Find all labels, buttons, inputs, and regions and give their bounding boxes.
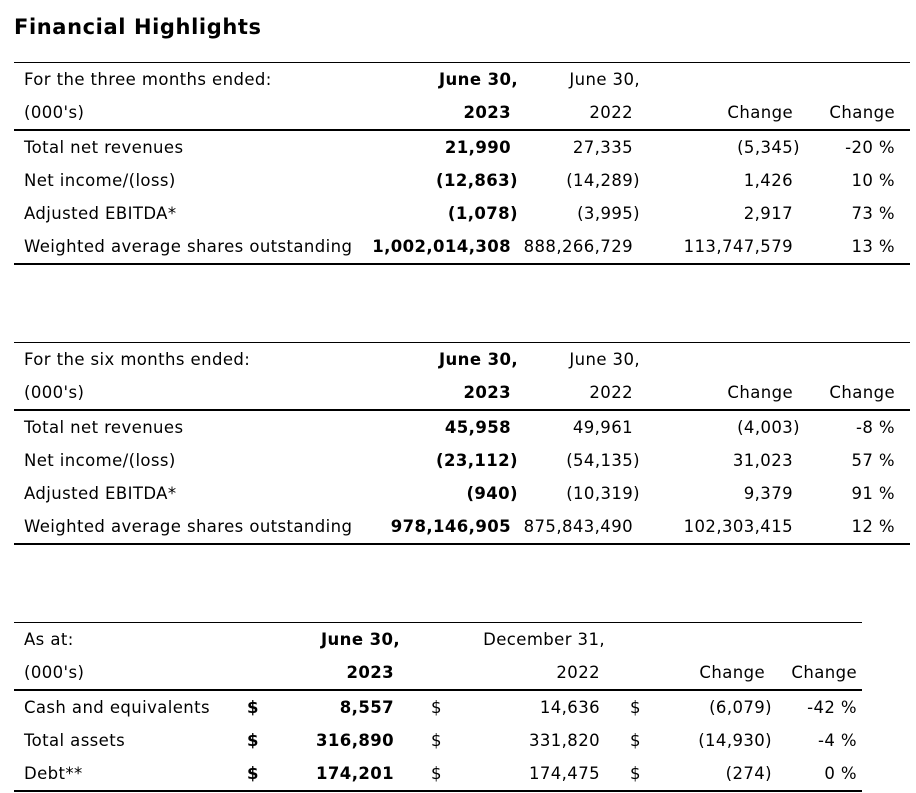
current-year-header: 2023 bbox=[354, 376, 519, 410]
row-label: Debt** bbox=[24, 764, 83, 783]
current-value: (12,863) bbox=[436, 171, 518, 190]
currency-symbol: $ bbox=[630, 698, 641, 717]
units-label: (000's) bbox=[14, 96, 354, 130]
change-percent-value: 10 % bbox=[851, 171, 895, 190]
three-months-table-header bbox=[14, 63, 910, 131]
change-value: 31,023 bbox=[732, 451, 793, 470]
table-row bbox=[14, 477, 910, 510]
current-value: 978,146,905 bbox=[390, 517, 511, 536]
prior-value: (54,135) bbox=[566, 451, 640, 470]
change-percent-value: -42 % bbox=[807, 698, 857, 717]
change-percent-value: 12 % bbox=[851, 517, 895, 536]
change-value: 9,379 bbox=[743, 484, 793, 503]
prior-value: 14,636 bbox=[539, 698, 600, 717]
currency-symbol: $ bbox=[630, 764, 641, 783]
currency-symbol: $ bbox=[431, 764, 442, 783]
as-at-table-header bbox=[14, 623, 862, 691]
row-label: Adjusted EBITDA* bbox=[24, 484, 177, 503]
change-value: 1,426 bbox=[743, 171, 793, 190]
current-value: 45,958 bbox=[444, 418, 511, 437]
units-label: (000's) bbox=[14, 376, 354, 410]
six-months-table bbox=[14, 342, 910, 545]
current-date-header: June 30, bbox=[321, 630, 400, 649]
empty-header-cell bbox=[777, 623, 862, 657]
prior-value: 49,961 bbox=[572, 418, 633, 437]
change-percent-value: -4 % bbox=[818, 731, 857, 750]
prior-value: (14,289) bbox=[566, 171, 640, 190]
prior-date-header: June 30, bbox=[569, 70, 640, 89]
change-header: Change bbox=[641, 96, 804, 130]
current-value: 21,990 bbox=[444, 138, 511, 157]
prior-value: 27,335 bbox=[572, 138, 633, 157]
empty-header-cell bbox=[400, 656, 445, 690]
header-row-dates bbox=[14, 343, 910, 377]
table-row bbox=[14, 444, 910, 477]
empty-header-cell bbox=[400, 623, 445, 657]
currency-symbol: $ bbox=[431, 698, 442, 717]
change-percent-value: 91 % bbox=[851, 484, 895, 503]
change-value: 102,303,415 bbox=[683, 517, 793, 536]
table-row bbox=[14, 510, 910, 544]
change-percent-value: -8 % bbox=[856, 418, 895, 437]
empty-header-cell bbox=[240, 623, 260, 657]
change-percent-value: 57 % bbox=[851, 451, 895, 470]
empty-header-cell bbox=[605, 656, 645, 690]
prior-value: 331,820 bbox=[528, 731, 600, 750]
period-label: As at: bbox=[24, 630, 74, 649]
change-value: (14,930) bbox=[698, 731, 772, 750]
empty-header-cell bbox=[645, 623, 777, 657]
change-value: 113,747,579 bbox=[683, 237, 793, 256]
page-title: Financial Highlights bbox=[14, 15, 262, 39]
row-label: Weighted average shares outstanding bbox=[24, 237, 353, 256]
currency-symbol: $ bbox=[247, 764, 259, 783]
row-label: Total net revenues bbox=[24, 418, 184, 437]
units-label: (000's) bbox=[14, 656, 240, 690]
empty-header-cell bbox=[641, 63, 804, 97]
prior-year-header: 2022 bbox=[445, 656, 605, 690]
change-percent-value: -20 % bbox=[845, 138, 895, 157]
table-row bbox=[14, 410, 910, 444]
current-value: (940) bbox=[466, 484, 518, 503]
row-label: Net income/(loss) bbox=[24, 451, 176, 470]
currency-symbol: $ bbox=[247, 698, 259, 717]
current-year-header: 2023 bbox=[354, 96, 519, 130]
current-date-header: June 30, bbox=[439, 70, 518, 89]
header-row-years bbox=[14, 376, 910, 410]
current-value: 316,890 bbox=[316, 731, 394, 750]
prior-value: 888,266,729 bbox=[523, 237, 633, 256]
currency-symbol: $ bbox=[247, 731, 259, 750]
empty-header-cell bbox=[804, 343, 910, 377]
current-date-header: June 30, bbox=[439, 350, 518, 369]
table-row bbox=[14, 230, 910, 264]
change-percent-header: Change bbox=[804, 376, 910, 410]
prior-value: (10,319) bbox=[566, 484, 640, 503]
period-label: For the six months ended: bbox=[24, 350, 251, 369]
prior-value: 875,843,490 bbox=[523, 517, 633, 536]
prior-year-header: 2022 bbox=[519, 96, 641, 130]
empty-header-cell bbox=[605, 623, 645, 657]
three-months-table bbox=[14, 62, 910, 265]
change-header: Change bbox=[641, 376, 804, 410]
row-label: Adjusted EBITDA* bbox=[24, 204, 177, 223]
change-percent-value: 0 % bbox=[824, 764, 857, 783]
prior-value: (3,995) bbox=[577, 204, 640, 223]
table-row bbox=[14, 164, 910, 197]
change-value: 2,917 bbox=[743, 204, 793, 223]
current-value: (23,112) bbox=[436, 451, 518, 470]
header-row-years bbox=[14, 96, 910, 130]
currency-symbol: $ bbox=[630, 731, 641, 750]
change-value: (4,003) bbox=[737, 418, 800, 437]
row-label: Net income/(loss) bbox=[24, 171, 176, 190]
table-row bbox=[14, 724, 862, 757]
table-row bbox=[14, 197, 910, 230]
current-year-header: 2023 bbox=[260, 656, 400, 690]
current-value: 174,201 bbox=[316, 764, 394, 783]
prior-date-header: June 30, bbox=[569, 350, 640, 369]
current-value: 8,557 bbox=[339, 698, 394, 717]
change-value: (5,345) bbox=[737, 138, 800, 157]
table-row bbox=[14, 757, 862, 791]
prior-value: 174,475 bbox=[528, 764, 600, 783]
row-label: Weighted average shares outstanding bbox=[24, 517, 353, 536]
row-label: Total net revenues bbox=[24, 138, 184, 157]
current-value: 1,002,014,308 bbox=[372, 237, 511, 256]
row-label: Total assets bbox=[24, 731, 126, 750]
as-at-table bbox=[14, 622, 862, 792]
empty-header-cell bbox=[240, 656, 260, 690]
table-row bbox=[14, 690, 862, 724]
header-row-dates bbox=[14, 63, 910, 97]
current-value: (1,078) bbox=[447, 204, 518, 223]
change-percent-value: 73 % bbox=[851, 204, 895, 223]
currency-symbol: $ bbox=[431, 731, 442, 750]
change-percent-header: Change bbox=[777, 656, 862, 690]
change-percent-value: 13 % bbox=[851, 237, 895, 256]
table-row bbox=[14, 130, 910, 164]
empty-header-cell bbox=[804, 63, 910, 97]
prior-year-header: 2022 bbox=[519, 376, 641, 410]
header-row-years bbox=[14, 656, 862, 690]
six-months-table-header bbox=[14, 343, 910, 411]
change-header: Change bbox=[645, 656, 777, 690]
empty-header-cell bbox=[641, 343, 804, 377]
row-label: Cash and equivalents bbox=[24, 698, 211, 717]
change-value: (6,079) bbox=[709, 698, 772, 717]
change-percent-header: Change bbox=[804, 96, 910, 130]
header-row-dates bbox=[14, 623, 862, 657]
prior-date-header: December 31, bbox=[483, 630, 605, 649]
period-label: For the three months ended: bbox=[24, 70, 272, 89]
change-value: (274) bbox=[725, 764, 772, 783]
